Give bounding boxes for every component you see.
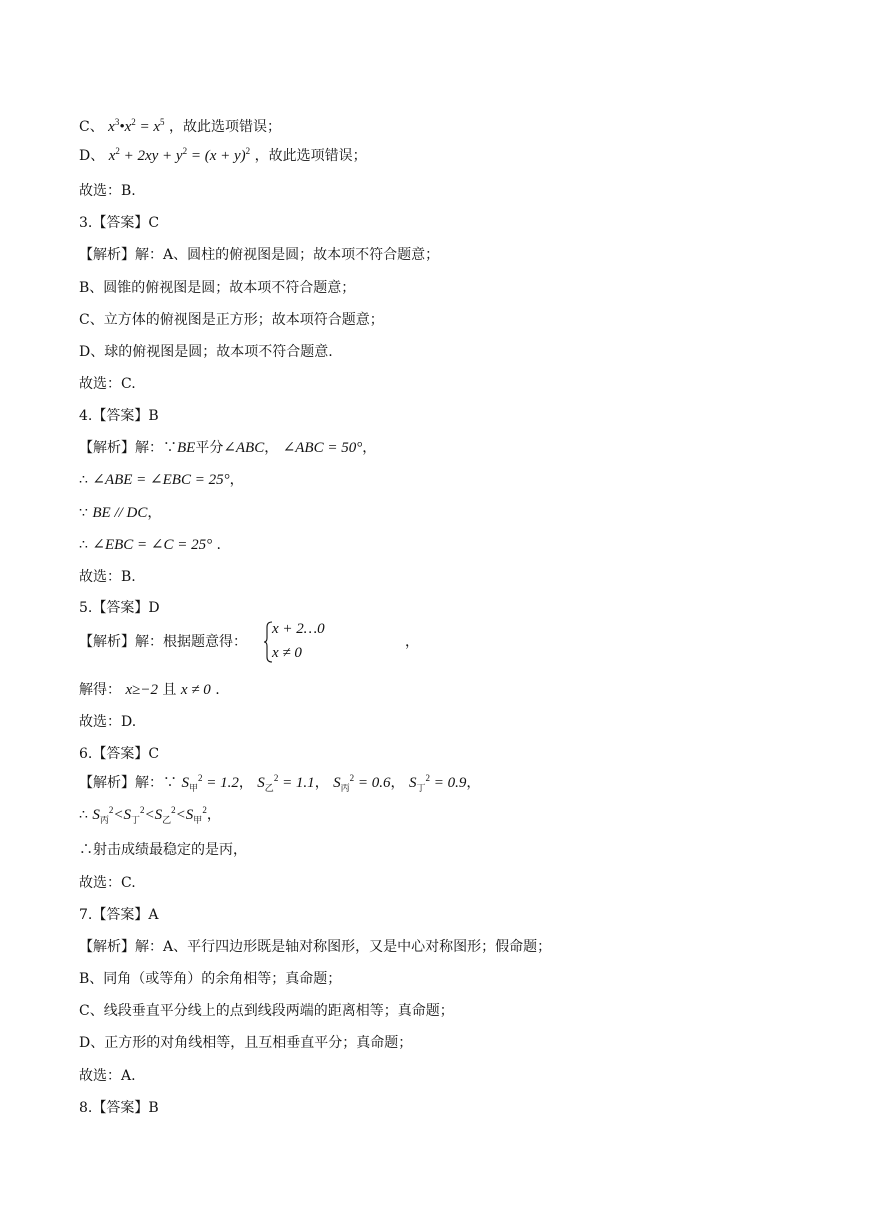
line-option-c	[79, 117, 281, 137]
analysis-line: 【解析】解：A、平行四边形既是轴对称图形，又是中心对称图形；假命题；	[79, 939, 552, 955]
analysis-prefix: 【解析】解：∵	[79, 775, 177, 791]
answer-heading-6: 6.【答案】C	[79, 746, 160, 762]
system-row-1: x + 2…0	[272, 621, 325, 637]
analysis-line: B、圆锥的俯视图是圆；故本项不符合题意；	[79, 280, 356, 296]
analysis-line	[79, 503, 161, 523]
formula-s-yi: $S_乙^2 = 1.1$	[257, 773, 315, 793]
comma: ，	[390, 775, 405, 791]
analysis-line	[79, 438, 376, 458]
option-label: D、	[79, 148, 105, 164]
formula-c: $x^3•x^2 = x^5$	[108, 117, 165, 135]
therefore-symbol: ∴	[79, 472, 88, 488]
analysis-line: C、线段垂直平分线上的点到线段两端的距离相等；真命题；	[79, 1003, 454, 1019]
formula-abe-ebc: ∠ABE = ∠EBC = 25°	[92, 472, 230, 488]
therefore-symbol: ∴	[79, 807, 88, 823]
formula-be: BE	[177, 440, 196, 456]
analysis-line: C、立方体的俯视图是正方形；故本项符合题意；	[79, 312, 384, 328]
formula-ebc-c: ∠EBC = ∠C = 25°	[92, 537, 213, 553]
comma: ，	[238, 775, 253, 791]
conclusion-line: 故选：D.	[79, 714, 137, 730]
comma: ，	[264, 440, 279, 456]
option-label: C、	[79, 119, 104, 135]
solve-label: 解得：	[79, 682, 121, 698]
period: .	[216, 537, 221, 553]
solution-line	[79, 680, 220, 700]
analysis-line	[79, 805, 221, 825]
and-word: 且	[162, 682, 177, 698]
formula-angle-abc-value: ∠ABC = 50°	[282, 440, 363, 456]
formula-d: $x^2 + 2xy + y^2 = (x + y)^2$	[108, 146, 251, 164]
verdict-text: ，故此选项错误；	[169, 119, 281, 135]
answer-heading-4: 4.【答案】B	[79, 408, 159, 424]
formula-s-ding: $S_丁^2 = 0.9$	[408, 773, 467, 793]
conclusion-line: 故选：B.	[79, 183, 136, 199]
analysis-line	[79, 773, 480, 793]
conclusion-line: 故选：B.	[79, 569, 136, 585]
therefore-symbol: ∴	[79, 537, 88, 553]
analysis-prefix: 【解析】解：∵	[79, 440, 177, 456]
comma: ，	[314, 775, 329, 791]
text-bisects: 平分	[195, 440, 224, 456]
formula-x-ge-neg2: x≥−2	[125, 682, 158, 698]
conclusion-line: 故选：C.	[79, 376, 136, 392]
analysis-line	[79, 470, 244, 490]
system-row-2: x ≠ 0	[272, 645, 302, 661]
formula-variance-order: $S_丙^2<S_丁^2<S_乙^2<S_甲^2$	[92, 805, 207, 825]
answer-heading-7: 7.【答案】A	[79, 907, 159, 923]
analysis-line: B、同角（或等角）的余角相等；真命题；	[79, 971, 342, 987]
formula-s-bing: $S_丙^2 = 0.6$	[333, 773, 391, 793]
formula-be-parallel-dc: BE // DC	[92, 505, 148, 521]
comma: ，	[147, 505, 162, 521]
comma: ，	[362, 440, 377, 456]
conclusion-line: 故选：C.	[79, 875, 136, 891]
formula-x-ne-0: x ≠ 0	[180, 682, 211, 698]
conclusion-line: 故选：A.	[79, 1068, 136, 1084]
verdict-text: ，故此选项错误；	[254, 148, 367, 164]
answer-heading-3: 3.【答案】C	[79, 215, 160, 231]
answer-heading-5: 5.【答案】D	[79, 600, 160, 616]
analysis-line: ∴射击成绩最稳定的是丙，	[79, 842, 247, 858]
comma: ，	[229, 472, 244, 488]
formula-s-jia: $S_甲^2 = 1.2$	[181, 773, 239, 793]
inequality-system	[272, 617, 325, 665]
comma: ，	[405, 634, 419, 650]
analysis-line: D、球的俯视图是圆；故本项不符合题意.	[79, 344, 333, 360]
comma: ，	[466, 775, 481, 791]
comma: ，	[206, 807, 221, 823]
analysis-line: D、正方形的对角线相等，且互相垂直平分；真命题；	[79, 1035, 413, 1051]
period: .	[215, 682, 220, 698]
formula-angle-abc: ∠ABC	[223, 440, 265, 456]
analysis-prefix: 【解析】解：根据题意得：	[79, 634, 247, 650]
analysis-line	[79, 535, 221, 555]
because-symbol: ∵	[79, 505, 88, 521]
analysis-line: 【解析】解：A、圆柱的俯视图是圆；故本项不符合题意；	[79, 247, 440, 263]
line-option-d	[79, 146, 367, 166]
answer-heading-8: 8.【答案】B	[79, 1100, 159, 1116]
